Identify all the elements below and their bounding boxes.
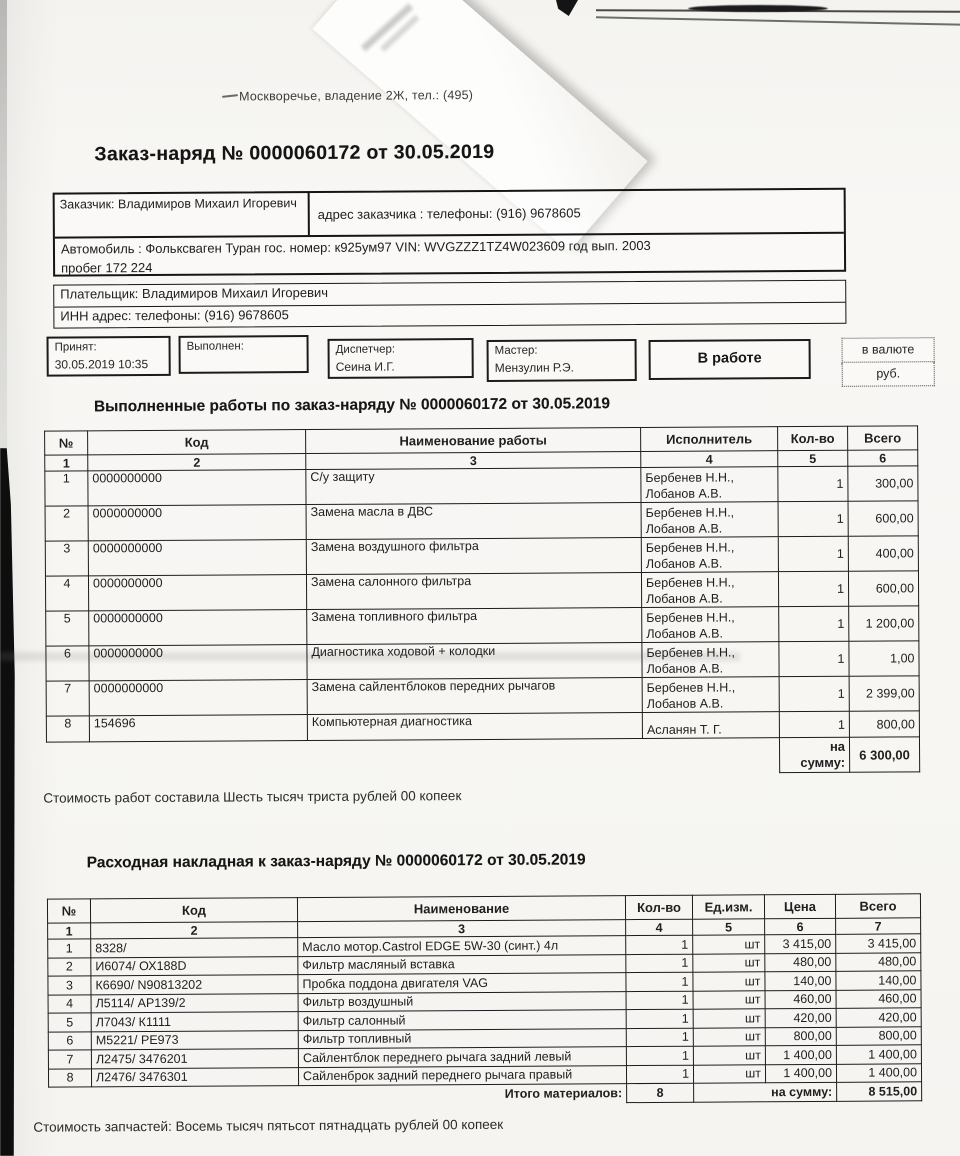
parts-row-code: Л2475/ 3476201 bbox=[91, 1049, 298, 1069]
works-row-executor-line1: Бербенев Н.Н., bbox=[646, 644, 736, 660]
works-colnum-5: 5 bbox=[778, 450, 848, 466]
works-row-code: 0000000000 bbox=[88, 575, 306, 611]
works-row-number: 5 bbox=[46, 611, 89, 646]
parts-row-qty: 1 bbox=[626, 1028, 693, 1047]
works-row-executor bbox=[642, 642, 779, 678]
works-totals-row bbox=[46, 737, 919, 777]
parts-row-total: 460,00 bbox=[836, 989, 921, 1008]
dispatcher-box bbox=[328, 338, 474, 379]
parts-row-qty: 1 bbox=[626, 935, 693, 954]
parts-row-price: 1 400,00 bbox=[765, 1064, 836, 1083]
parts-row-unit: шт bbox=[693, 972, 765, 991]
parts-row-name: Фильтр салонный bbox=[298, 1010, 626, 1031]
currency-box bbox=[842, 337, 935, 386]
parts-row-unit: шт bbox=[693, 1027, 765, 1046]
parts-row-total: 480,00 bbox=[836, 952, 921, 971]
works-row-executor-line2: Лобанов А.В. bbox=[645, 486, 723, 501]
accepted-label: Принят: bbox=[54, 341, 97, 354]
customer-car-box bbox=[53, 188, 846, 277]
works-col-total: Всего bbox=[848, 426, 918, 450]
parts-row-price: 140,00 bbox=[765, 971, 836, 990]
parts-row-name: Сайленброк задний переднего рычага правый bbox=[298, 1065, 626, 1086]
works-row-total: 1,00 bbox=[849, 641, 919, 676]
master-value: Мензулин Р.Э. bbox=[494, 359, 574, 375]
works-row-code: 0000000000 bbox=[89, 680, 307, 716]
works-colnum-6: 6 bbox=[848, 450, 918, 466]
works-row-code: 0000000000 bbox=[88, 540, 306, 576]
parts-footer-row bbox=[49, 1082, 922, 1106]
parts-row-total: 420,00 bbox=[836, 1008, 921, 1027]
works-cost-text: Стоимость работ составила Шесть тысяч триста рублей 00 копеек bbox=[43, 788, 462, 806]
parts-row-code: И6074/ ОХ188D bbox=[91, 956, 298, 976]
accepted-value: 30.05.2019 10:35 bbox=[54, 356, 149, 372]
dispatcher-value: Сеина И.Г. bbox=[335, 359, 395, 374]
payer-box bbox=[53, 280, 846, 329]
works-col-executor: Исполнитель bbox=[641, 427, 778, 452]
works-col-name: Наименование работы bbox=[306, 428, 641, 454]
works-totals-spacer bbox=[46, 738, 779, 777]
parts-row-name: Сайлентблок переднего рычага задний левый bbox=[298, 1047, 626, 1068]
works-row-executor-line2: Лобанов А.В. bbox=[646, 696, 724, 711]
parts-row-number: 5 bbox=[48, 1013, 91, 1032]
car-info-line2: пробег 172 224 bbox=[61, 259, 153, 276]
works-row-executor bbox=[642, 677, 779, 713]
works-row-executor-line1: Бербенев Н.Н., bbox=[645, 574, 735, 590]
parts-row-number: 3 bbox=[48, 976, 91, 995]
works-table-row bbox=[45, 466, 918, 506]
completed-label: Выполнен: bbox=[186, 340, 244, 353]
works-row-code: 0000000000 bbox=[88, 505, 306, 541]
parts-row-qty: 1 bbox=[626, 1009, 693, 1028]
parts-row-number: 7 bbox=[48, 1050, 91, 1069]
parts-cost-text: Стоимость запчастей: Восемь тысяч пятьсот пятнадцать рублей 00 копеек bbox=[33, 1116, 504, 1135]
parts-row-number: 4 bbox=[48, 994, 91, 1013]
parts-row-name: Масло мотор.Castrol EDGE 5W-30 (синт.) 4л bbox=[298, 936, 626, 957]
parts-col-total: Всего bbox=[835, 894, 920, 919]
parts-row-unit: шт bbox=[693, 1046, 765, 1065]
parts-row-unit: шт bbox=[693, 1064, 765, 1083]
works-row-executor-line1: Бербенев Н.Н., bbox=[646, 679, 736, 695]
car-info bbox=[55, 234, 844, 281]
parts-row-total: 3 415,00 bbox=[836, 934, 921, 953]
parts-row-price: 420,00 bbox=[765, 1008, 836, 1027]
works-colnum-1: 1 bbox=[45, 455, 88, 471]
order-state-box: В работе bbox=[649, 339, 811, 380]
works-row-name: Замена масла в ДВС bbox=[306, 503, 641, 540]
parts-col-unit: Ед.изм. bbox=[692, 895, 764, 919]
works-row-executor-line2: Лобанов А.В. bbox=[645, 556, 723, 571]
parts-row-number: 8 bbox=[48, 1068, 91, 1087]
works-row-code: 154696 bbox=[89, 715, 307, 742]
works-colnum-2: 2 bbox=[88, 454, 306, 471]
completed-box bbox=[179, 335, 309, 374]
parts-row-number: 6 bbox=[48, 1031, 91, 1050]
parts-row-price: 1 400,00 bbox=[765, 1045, 836, 1064]
works-row-number: 8 bbox=[46, 716, 89, 742]
parts-row-total: 1 400,00 bbox=[836, 1045, 921, 1064]
parts-row-name: Пробка поддона двигателя VAG bbox=[298, 973, 626, 994]
works-col-qty: Кол-во bbox=[778, 426, 848, 450]
works-row-executor bbox=[641, 572, 778, 608]
parts-colnum-3: 3 bbox=[298, 920, 626, 938]
works-row-name: Замена сайлентблоков передних рычагов bbox=[307, 678, 642, 715]
works-table-row bbox=[46, 606, 919, 646]
dispatcher-label: Диспетчер: bbox=[335, 343, 396, 356]
parts-row-total: 1 400,00 bbox=[836, 1063, 921, 1082]
works-table-row bbox=[45, 501, 918, 541]
works-row-executor bbox=[641, 502, 778, 538]
works-row-number: 6 bbox=[46, 646, 89, 681]
works-row-number: 1 bbox=[45, 471, 88, 506]
parts-row-code: 8328/ bbox=[91, 938, 298, 958]
parts-row-code: М5221/ РЕ973 bbox=[91, 1030, 298, 1050]
inn-line: ИНН адрес: телефоны: (916) 9678605 bbox=[60, 307, 289, 324]
accepted-box bbox=[47, 336, 171, 377]
currency-label: в валюте bbox=[842, 337, 935, 362]
works-row-name: Замена салонного фильтра bbox=[306, 573, 641, 610]
parts-row-code: Л5114/ АР139/2 bbox=[91, 993, 298, 1013]
works-row-number: 3 bbox=[45, 541, 88, 576]
works-row-total: 600,00 bbox=[848, 501, 918, 536]
document-title: Заказ-наряд № 0000060172 от 30.05.2019 bbox=[94, 140, 495, 166]
parts-col-code: Код bbox=[90, 898, 297, 923]
customer-name: Заказчик: Владимиров Михаил Игоревич bbox=[55, 193, 310, 237]
works-row-name: Диагностика ходовой + колодки bbox=[307, 643, 642, 680]
parts-colnum-7: 7 bbox=[836, 918, 921, 935]
works-total-label: на сумму: bbox=[779, 737, 849, 772]
works-row-number: 4 bbox=[45, 576, 88, 611]
parts-row-name: Фильтр воздушный bbox=[298, 991, 626, 1012]
parts-colnum-2: 2 bbox=[91, 922, 298, 939]
works-colnum-3: 3 bbox=[306, 452, 641, 470]
parts-row-unit: шт bbox=[693, 990, 765, 1009]
master-label: Мастер: bbox=[494, 344, 538, 357]
parts-row-qty: 1 bbox=[626, 954, 693, 973]
works-row-executor-line2: Лобанов А.В. bbox=[645, 521, 723, 536]
parts-row-price: 460,00 bbox=[765, 990, 836, 1009]
parts-row-name: Фильтр масляный вставка bbox=[298, 954, 626, 975]
works-table-row bbox=[46, 676, 919, 716]
parts-row-qty: 1 bbox=[626, 1046, 693, 1065]
parts-colnum-5: 5 bbox=[693, 919, 765, 935]
works-row-qty: 1 bbox=[778, 571, 848, 606]
works-row-qty: 1 bbox=[778, 536, 848, 571]
works-row-executor-line2: Лобанов А.В. bbox=[646, 591, 723, 606]
works-row-name: Замена топливного фильтра bbox=[307, 608, 642, 645]
works-row-executor-line2: Лобанов А.В. bbox=[646, 661, 724, 676]
works-table-row bbox=[45, 536, 918, 576]
parts-row-price: 480,00 bbox=[765, 953, 836, 972]
works-row-number: 7 bbox=[46, 681, 89, 716]
works-row-total: 1 200,00 bbox=[849, 606, 919, 641]
works-row-code: 0000000000 bbox=[89, 610, 307, 646]
parts-colnum-6: 6 bbox=[765, 918, 836, 934]
payer-line: Плательщик: Владимиров Михаил Игоревич bbox=[54, 281, 845, 308]
works-row-executor bbox=[642, 607, 779, 643]
works-row-executor-line2: Лобанов А.В. bbox=[646, 626, 723, 641]
works-row-total: 2 399,00 bbox=[849, 676, 919, 711]
works-row-name: Компьютерная диагностика bbox=[307, 713, 642, 741]
parts-col-price: Цена bbox=[764, 894, 835, 918]
works-table bbox=[44, 425, 920, 777]
parts-row-code: Л2476/ 3476301 bbox=[91, 1067, 298, 1087]
parts-row-total: 140,00 bbox=[836, 971, 921, 990]
works-row-executor-line1: Бербенев Н.Н., bbox=[645, 539, 735, 555]
parts-row-code: Л7043/ К1111 bbox=[91, 1012, 298, 1032]
works-colnum-4: 4 bbox=[641, 451, 778, 468]
works-row-total: 600,00 bbox=[848, 571, 918, 606]
parts-row-name: Фильтр топливный bbox=[298, 1028, 626, 1049]
works-row-qty: 1 bbox=[778, 501, 848, 536]
parts-heading: Расходная накладная к заказ-наряду № 0000060172 от 30.05.2019 bbox=[86, 851, 586, 872]
parts-colnum-4: 4 bbox=[626, 919, 693, 935]
parts-colnum-1: 1 bbox=[48, 923, 91, 939]
parts-row-unit: шт bbox=[693, 1009, 765, 1028]
parts-col-num: № bbox=[47, 899, 90, 923]
parts-row-qty: 1 bbox=[626, 972, 693, 991]
works-row-qty: 1 bbox=[779, 606, 849, 641]
works-row-executor-line1: Бербенев Н.Н., bbox=[645, 504, 735, 520]
parts-footer-sum-label: на сумму: bbox=[694, 1082, 837, 1101]
parts-col-name: Наименование bbox=[297, 896, 625, 922]
works-row-qty: 1 bbox=[779, 641, 849, 676]
parts-table bbox=[47, 893, 922, 1106]
works-col-code: Код bbox=[88, 430, 306, 455]
works-total-value: 6 300,00 bbox=[849, 737, 919, 772]
parts-row-number: 1 bbox=[48, 939, 91, 958]
works-row-number: 2 bbox=[45, 506, 88, 541]
works-row-name: Замена воздушного фильтра bbox=[306, 538, 641, 575]
works-row-code: 0000000000 bbox=[89, 645, 307, 681]
parts-col-qty: Кол-во bbox=[625, 895, 692, 919]
works-row-executor-line1: Асланян Т. Г. bbox=[646, 722, 722, 737]
master-box bbox=[487, 339, 637, 382]
parts-row-qty: 1 bbox=[626, 1065, 693, 1084]
works-row-executor-line1: Бербенев Н.Н., bbox=[645, 469, 734, 485]
parts-row-price: 800,00 bbox=[765, 1027, 836, 1046]
parts-row-qty: 1 bbox=[626, 991, 693, 1010]
parts-footer-sum-value: 8 515,00 bbox=[837, 1082, 922, 1101]
customer-row bbox=[55, 190, 844, 239]
works-row-total: 400,00 bbox=[848, 536, 918, 571]
works-row-total: 800,00 bbox=[849, 711, 919, 737]
parts-row-number: 2 bbox=[48, 957, 91, 976]
parts-row-code: К6690/ N90813202 bbox=[91, 975, 298, 995]
works-col-num: № bbox=[45, 431, 88, 455]
works-row-executor bbox=[641, 467, 778, 503]
works-row-qty: 1 bbox=[779, 711, 849, 737]
works-row-qty: 1 bbox=[779, 676, 849, 711]
works-row-executor bbox=[641, 537, 778, 573]
works-row-executor-line1: Бербенев Н.Н., bbox=[646, 609, 735, 625]
parts-row-unit: шт bbox=[693, 953, 765, 972]
works-row-total: 300,00 bbox=[848, 466, 918, 501]
works-table-row bbox=[46, 641, 919, 681]
customer-address-phones: адрес заказчика : телефоны: (916) 9678605 bbox=[317, 204, 581, 222]
car-info-line1: Автомобиль : Фольксваген Туран гос. номер: к925ум97 VIN: WVGZZZ1TZ4W023609 год вып. 2003 bbox=[60, 237, 651, 257]
parts-row-unit: шт bbox=[693, 935, 765, 954]
parts-footer-label: Итого материалов: bbox=[504, 1086, 623, 1101]
parts-footer-qty: 8 bbox=[627, 1083, 694, 1102]
currency-value: руб. bbox=[842, 362, 935, 386]
parts-row-total: 800,00 bbox=[836, 1026, 921, 1045]
works-heading: Выполненные работы по заказ-наряду № 0000060172 от 30.05.2019 bbox=[93, 395, 611, 416]
works-row-executor bbox=[642, 712, 779, 739]
parts-row-price: 3 415,00 bbox=[765, 934, 836, 953]
works-row-code: 0000000000 bbox=[88, 470, 306, 506]
works-table-row bbox=[45, 571, 918, 611]
shop-address-line: Москворечье, владение 2Ж, тел.: (495) bbox=[238, 88, 474, 104]
works-row-qty: 1 bbox=[778, 466, 848, 501]
works-row-name: С/у защиту bbox=[306, 468, 641, 505]
